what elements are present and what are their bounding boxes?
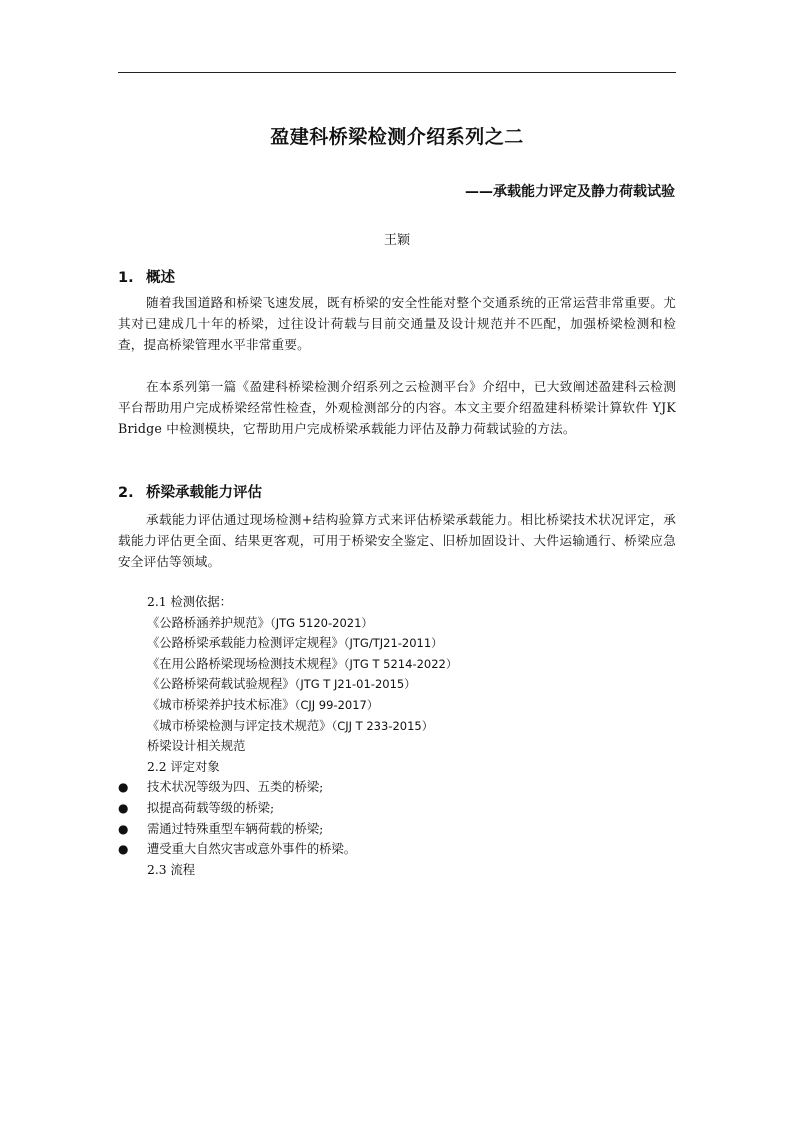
list-item	[118, 695, 676, 716]
standard-code: （CJJ T 233-2015）	[331, 718, 434, 733]
flow-label: 2.3 流程	[147, 862, 196, 877]
bullet-icon: ●	[118, 842, 129, 857]
standard-code: （JTG T 5214-2022）	[343, 656, 458, 671]
basis-extra: 桥梁设计相关规范	[147, 739, 246, 754]
standard-name: 《城市桥梁检测与评定技术规范》	[147, 718, 332, 733]
standard-name: 《公路桥梁荷载试验规程》	[147, 677, 295, 692]
standard-code: （JTG T J21-01-2015）	[294, 677, 416, 692]
objects-label: 2.2 评定对象	[147, 759, 220, 774]
section-1-number: 1.	[118, 270, 134, 286]
section-1-paragraph-1: 随着我国道路和桥梁飞速发展，既有桥梁的安全性能对整个交通系统的正常运营非常重要。尤其对已建成几十年的桥梁，过往设计荷载与目前交通量及设计规范并不匹配，加强桥梁检测和检查，提高桥梁管理水平非常重要。	[118, 295, 676, 352]
header-rule	[118, 72, 676, 73]
document-title: 盈建科桥梁检测介绍系列之二	[270, 126, 524, 148]
standard-name: 《公路桥涵养护规范》	[147, 615, 270, 630]
section-2-paragraph-1: 承载能力评估通过现场检测+结构验算方式来评估桥梁承载能力。相比桥梁技术状况评定，承载能力评估更全面、结果更客观，可用于桥梁安全鉴定、旧桥加固设计、大件运输通行、桥梁应急安全评估等领域。	[118, 512, 676, 569]
list-item: ● 需通过特殊重型车辆荷载的桥梁;	[118, 819, 676, 840]
document-subtitle: ——承载能力评定及静力荷载试验	[465, 184, 675, 200]
section-2-heading	[118, 481, 262, 502]
list-item	[118, 674, 676, 695]
list-item: ● 拟提高荷载等级的桥梁;	[118, 798, 676, 819]
section-1-title: 概述	[146, 270, 175, 286]
standard-code: （JTG 5120-2021）	[269, 615, 373, 630]
standard-name: 《城市桥梁养护技术标准》	[147, 697, 295, 712]
list-item	[118, 613, 676, 634]
bullet-icon: ●	[118, 780, 129, 795]
section-1-heading	[118, 266, 175, 287]
list-item	[118, 716, 676, 737]
list-item: ● 遭受重大自然灾害或意外事件的桥梁。	[118, 839, 676, 860]
bullet-icon: ●	[118, 821, 129, 836]
list-item: ● 技术状况等级为四、五类的桥梁;	[118, 777, 676, 798]
standard-name: 《公路桥梁承载能力检测评定规程》	[147, 636, 344, 651]
basis-label: 2.1 检测依据：	[147, 595, 232, 609]
section-1-paragraph-2: 在本系列第一篇《盈建科桥梁检测介绍系列之云检测平台》介绍中，已大致阐述盈建科云检测平台帮助用户完成桥梁经常性检查，外观检测部分的内容。本文主要介绍盈建科桥梁计算软件 YJK Bridge 中检测模块，它帮助用户完成桥梁承载能力评估及静力荷载试验的方法。	[118, 379, 676, 436]
basis-list	[118, 592, 676, 880]
author-name: 王颖	[383, 233, 410, 248]
section-2-title: 桥梁承载能力评估	[146, 485, 262, 501]
section-2-number: 2.	[118, 485, 134, 501]
standard-name: 《在用公路桥梁现场检测技术规程》	[147, 656, 344, 671]
list-item	[118, 633, 676, 654]
bullet-icon: ●	[118, 800, 129, 815]
standard-code: （JTG/TJ21-2011）	[343, 636, 443, 651]
standard-code: （CJJ 99-2017）	[294, 697, 379, 712]
list-item	[118, 654, 676, 675]
